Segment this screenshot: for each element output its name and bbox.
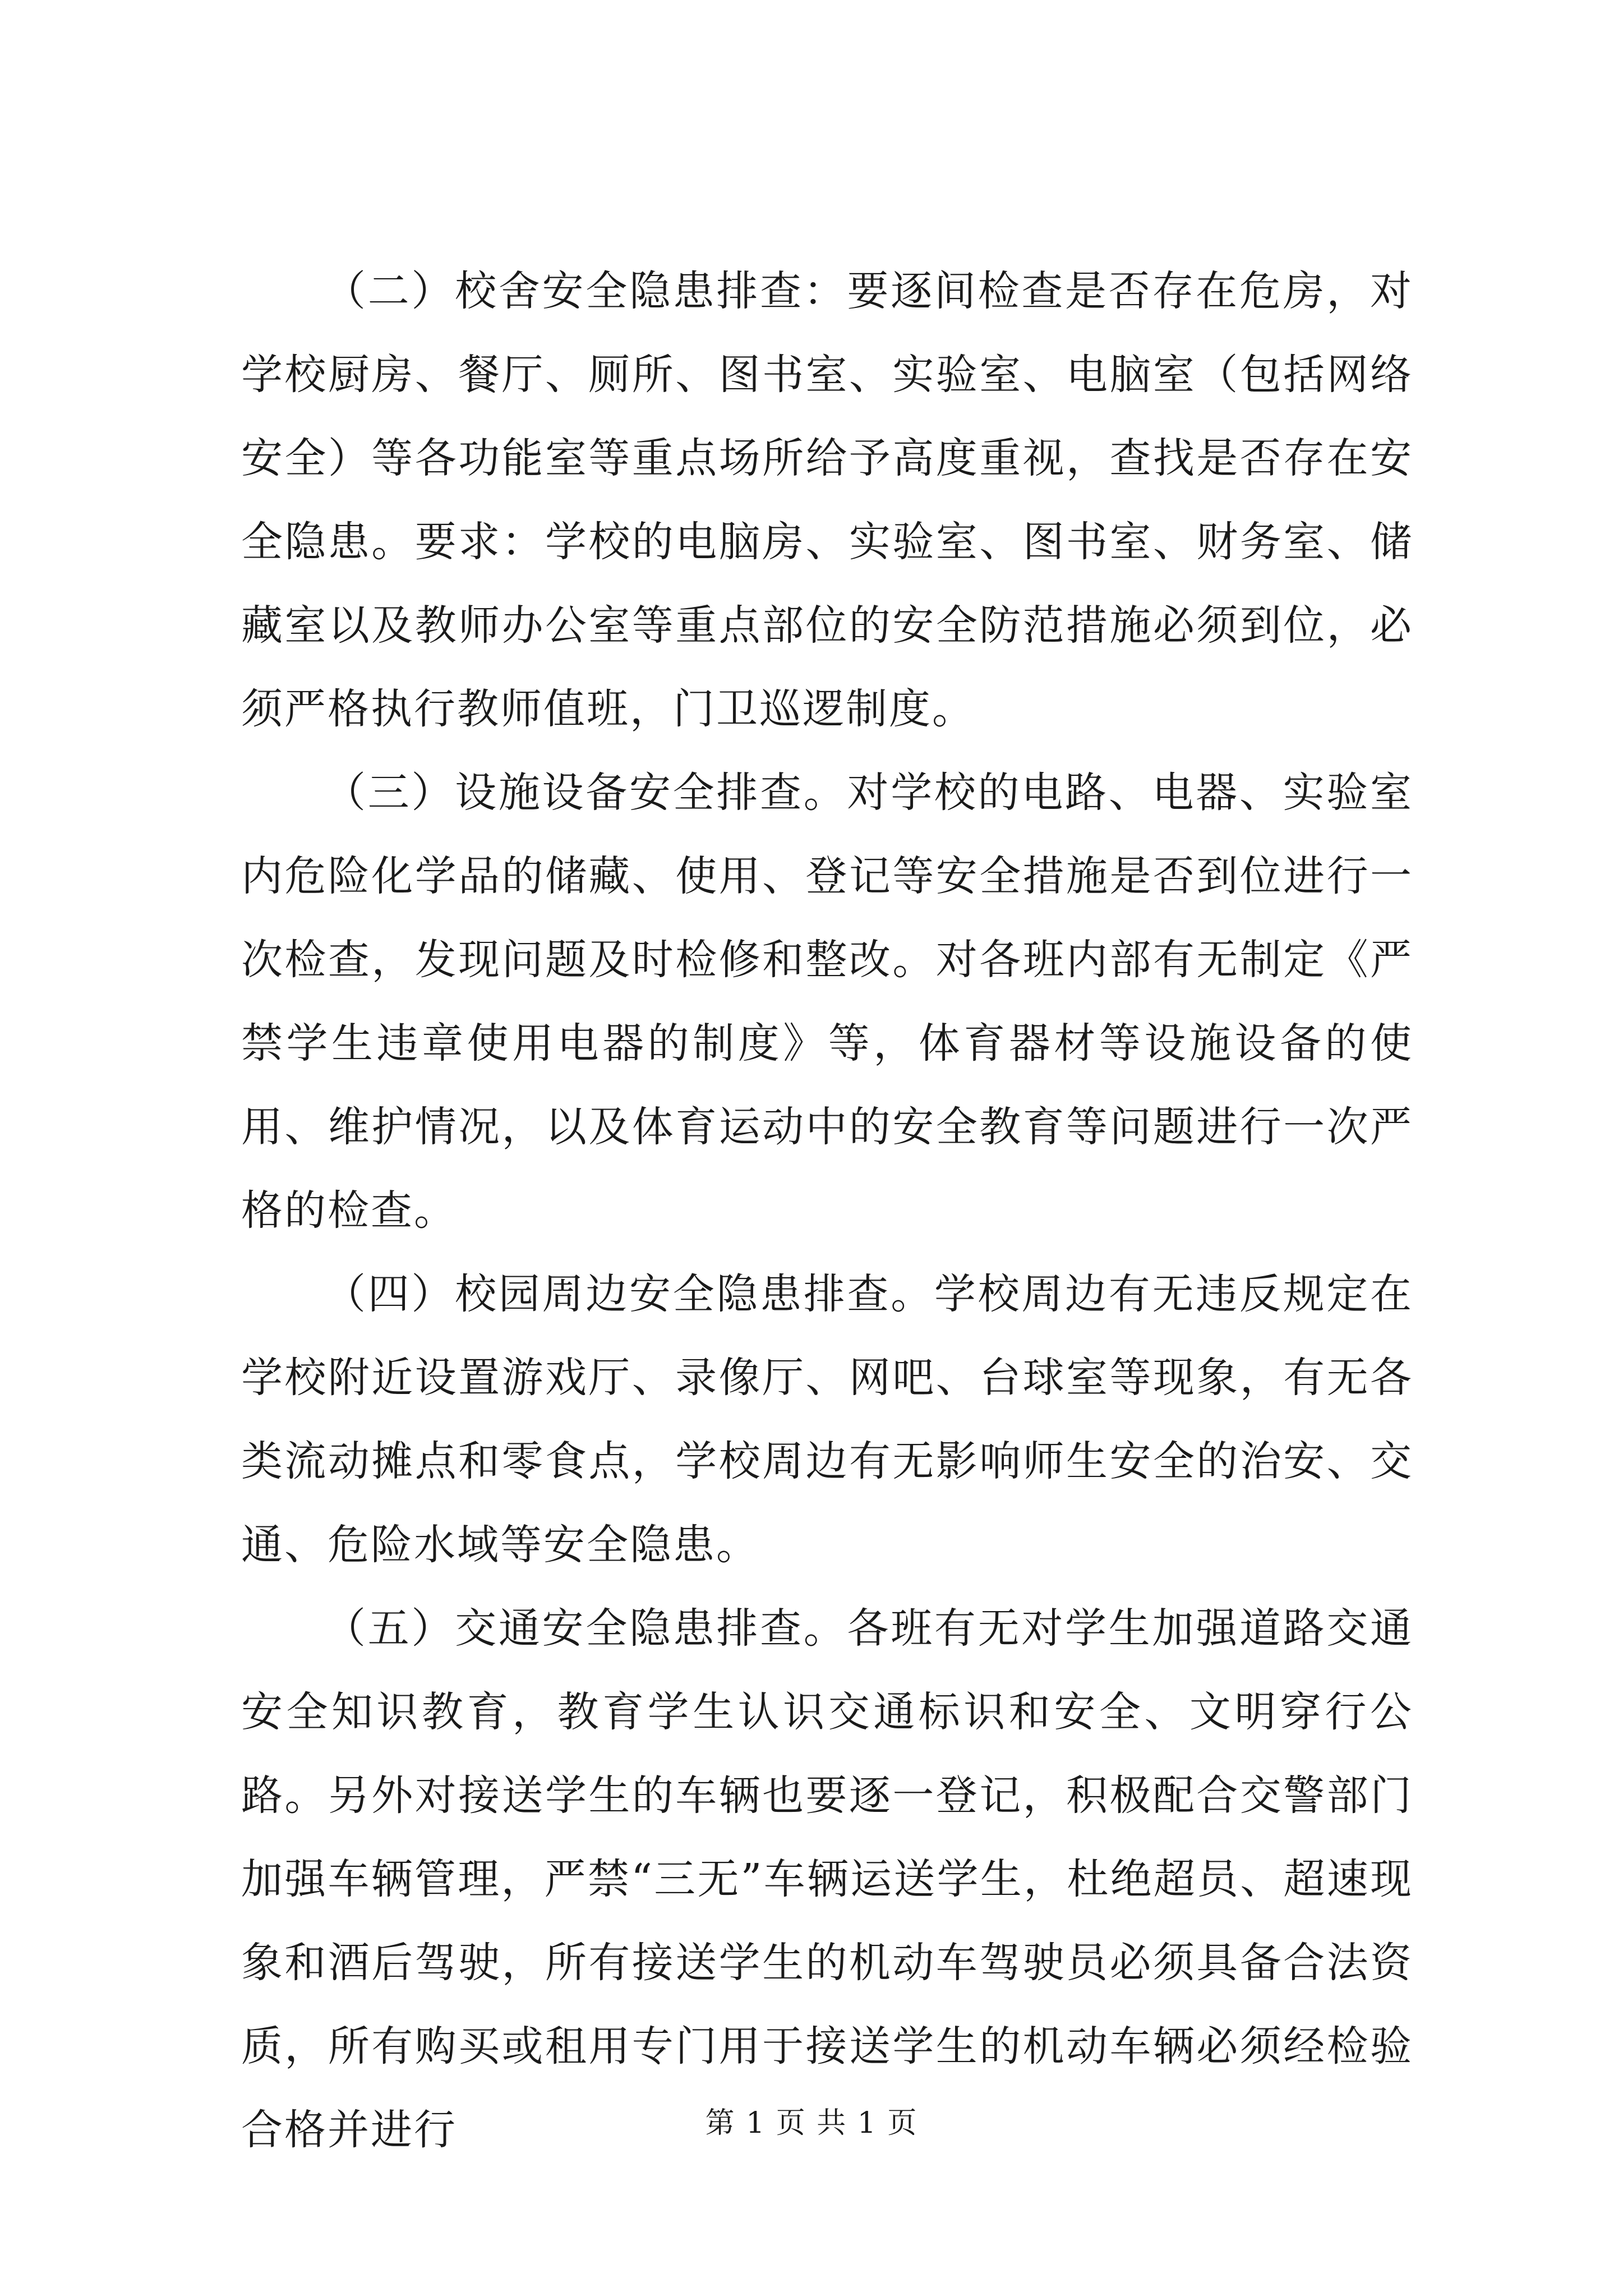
paragraph-traffic-safety: （五）交通安全隐患排查。各班有无对学生加强道路交通安全知识教育，教育学生认识交通标识和安全、文明穿行公路。另外对接送学生的车辆也要逐一登记，积极配合交警部门加强车辆管理，严禁“三无”车辆运送学生，杜绝超员、超速现象和酒后驾驶，所有接送学生的机动车驾驶员必须具备合法资质，所有购买或租用专门用于接送学生的机动车辆必须经检验合格并进行 (241, 1604, 1413, 2154)
document-body (241, 250, 1413, 2172)
paragraph-facility-safety: （三）设施设备安全排查。对学校的电路、电器、实验室内危险化学品的储藏、使用、登记等安全措施是否到位进行一次检查，发现问题及时检修和整改。对各班内部有无制定《严禁学生违章使用电器的制度》等，体育器材等设施设备的使用、维护情况，以及体育运动中的安全教育等问题进行一次严格的检查。 (241, 769, 1413, 1235)
page-number-footer: 第 1 页 共 1 页 (705, 2106, 918, 2140)
paragraph-building-safety: （二）校舍安全隐患排查：要逐间检查是否存在危房，对学校厨房、餐厅、厕所、图书室、实验室、电脑室（包括网络安全）等各功能室等重点场所给予高度重视，查找是否存在安全隐患。要求：学校的电脑房、实验室、图书室、财务室、储藏室以及教师办公室等重点部位的安全防范措施必须到位，必须严格执行教师值班，门卫巡逻制度。 (241, 267, 1413, 733)
paragraph-campus-surroundings: （四）校园周边安全隐患排查。学校周边有无违反规定在学校附近设置游戏厅、录像厅、网吧、台球室等现象，有无各类流动摊点和零食点，学校周边有无影响师生安全的治安、交通、危险水域等安全隐患。 (241, 1270, 1413, 1569)
